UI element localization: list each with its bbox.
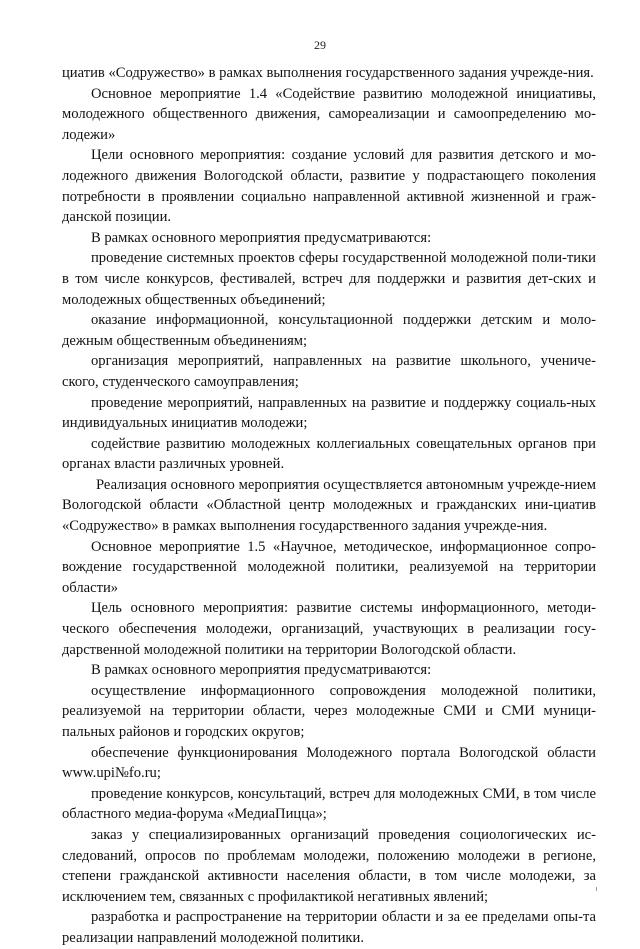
paragraph: Цели основного мероприятия: создание условий для развития детского и мо-лодежного движения Вологодской области, развитие у подрастающего поколения потребности в проявлении социально направленной активной жизненной и граж-данской позиции. <box>62 147 596 226</box>
paragraph: Цель основного мероприятия: развитие системы информационного, методи-ческого обеспечения молодежи, организаций, участвующих в реализации госу-дарственной молодежной политики на территории Вологодской области. <box>62 600 596 658</box>
paragraph: Основное мероприятие 1.4 «Содействие развитию молодежной инициативы, молодежного общественного движения, самореализации и самоопределению мо-лодежи» <box>62 85 596 143</box>
scan-mark <box>596 887 597 891</box>
paragraph: организация мероприятий, направленных на развитие школьного, учениче-ского, студенческого самоуправления; <box>62 353 596 390</box>
body-text <box>62 63 596 949</box>
paragraph: Реализация основного мероприятия осуществляется автономным учрежде-нием Вологодской области «Областной центр молодежных и гражданских ини-циатив «Содружество» в рамках выполнения государственного задания учрежде-ния. <box>62 476 596 535</box>
paragraph: обеспечение функционирования Молодежного портала Вологодской области www.upi№fo.ru; <box>62 744 596 782</box>
paragraph: Основное мероприятие 1.5 «Научное, методическое, информационное сопро-вождение государственной молодежной политики, реализуемой на территории области» <box>62 538 596 596</box>
paragraph: разработка и распространение на территории области и за ее пределами опы-та реализации направлений молодежной политики. <box>62 909 596 946</box>
paragraph: содействие развитию молодежных коллегиальных совещательных органов при органах власти различных уровней. <box>62 435 596 473</box>
paragraph: оказание информационной, консультационной поддержки детским и моло-дежным общественным объединениям; <box>62 312 596 349</box>
paragraph: В рамках основного мероприятия предусматриваются: <box>91 662 432 679</box>
paragraph: проведение системных проектов сферы государственной молодежной поли-тики в том числе конкурсов, фестивалей, встреч для поддержки и развития дет-ских и молодежных общественных объединений; <box>62 250 596 308</box>
paragraph: проведение конкурсов, консультаций, встреч для молодежных СМИ, в том числе областного медиа-форума «МедиаПицца»; <box>62 785 596 823</box>
paragraph: заказ у специализированных организаций проведения социологических ис-следований, опросов по проблемам молодежи, положению молодежи в регионе, степени гражданской активности населения области, в том числе молодежи, за исключением тем, связанных с профилактикой негативных явлений; <box>62 826 596 905</box>
paragraph: проведение мероприятий, направленных на развитие и поддержку социаль-ных индивидуальных инициатив молодежи; <box>62 394 596 432</box>
paragraph: циатив «Содружество» в рамках выполнения государственного задания учрежде-ния. <box>62 65 594 81</box>
paragraph: осуществление информационного сопровождения молодежной политики, реализуемой на территории области, через молодежные СМИ и СМИ муници-пальных районов и городских округов; <box>62 682 596 740</box>
page-number: 29 <box>314 38 326 52</box>
paragraph: В рамках основного мероприятия предусматриваются: <box>91 229 432 246</box>
